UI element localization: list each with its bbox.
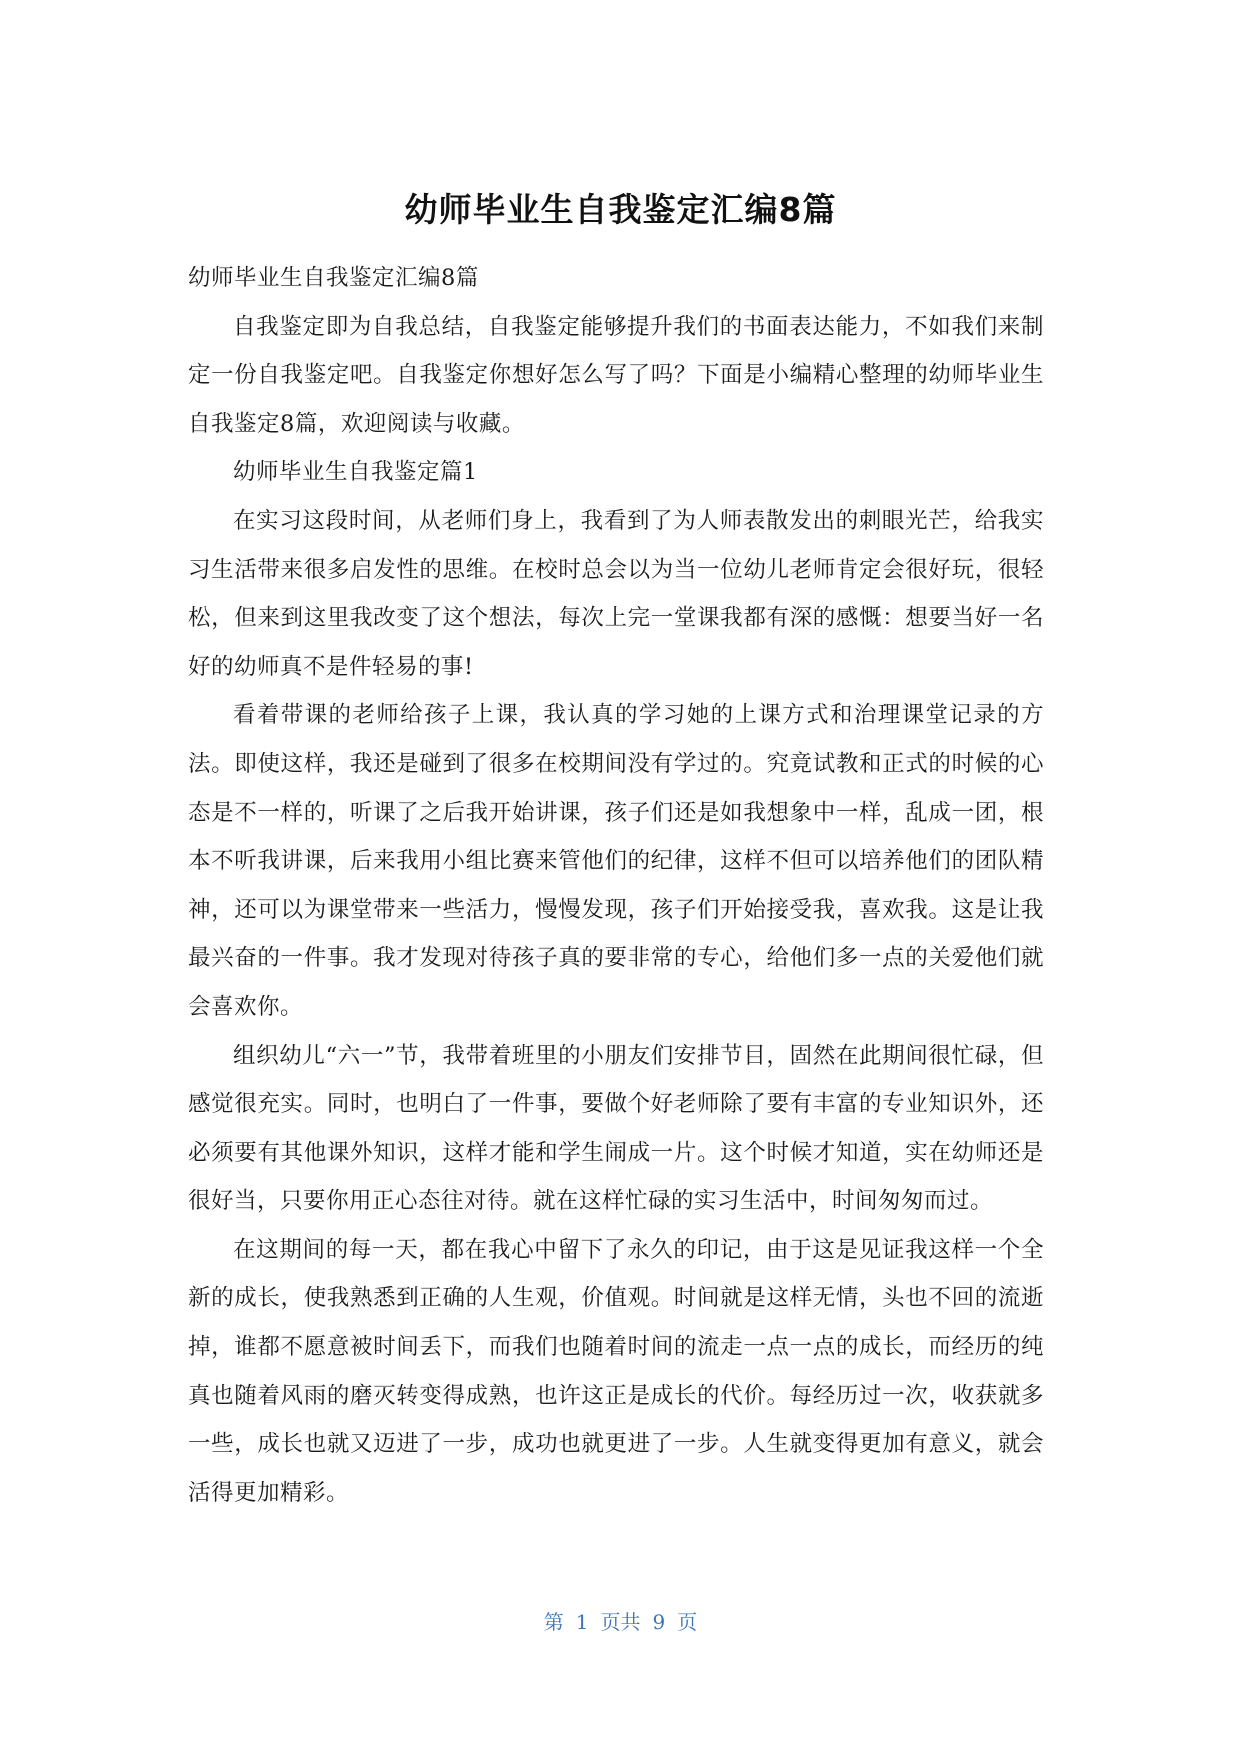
page-footer [0,1608,1241,1636]
intro-paragraph: 自我鉴定即为自我总结，自我鉴定能够提升我们的书面表达能力，不如我们来制定一份自我鉴定吧。自我鉴定你想好怎么写了吗？下面是小编精心整理的幼师毕业生自我鉴定8篇，欢迎阅读与收藏。 [188,313,1044,437]
footer-page-label: 第 [543,1610,564,1634]
footer-current-page: 1 [575,1610,589,1634]
body-paragraph: 在这期间的每一天，都在我心中留下了永久的印记，由于这是见证我这样一个全新的成长，使我熟悉到正确的人生观，价值观。时间就是这样无情，头也不回的流逝掉，谁都不愿意被时间丢下，而我们也随着时间的流走一点一点的成长，而经历的纯真也随着风雨的磨灭转变得成熟，也许这正是成长的代价。每经历过一次，收获就多一些，成长也就又迈进了一步，成功也就更进了一步。人生就变得更加有意义，就会活得更加精彩。 [188,1236,1044,1506]
subtitle-line: 幼师毕业生自我鉴定汇编8篇 [188,265,479,291]
footer-total-pages: 9 [652,1610,666,1634]
body-paragraph: 组织幼儿“六一”节，我带着班里的小朋友们安排节目，固然在此期间很忙碌，但感觉很充实。同时，也明白了一件事，要做个好老师除了要有丰富的专业知识外，还必须要有其他课外知识，这样才能和学生闹成一片。这个时候才知道，实在幼师还是很好当，只要你用正心态往对待。就在这样忙碌的实习生活中，时间匆匆而过。 [188,1042,1044,1215]
section-heading: 幼师毕业生自我鉴定篇1 [233,459,478,486]
document-title: 幼师毕业生自我鉴定汇编8篇 [404,190,837,229]
body-paragraph: 看着带课的老师给孩子上课，我认真的学习她的上课方式和治理课堂记录的方法。即使这样，我还是碰到了很多在校期间没有学过的。究竟试教和正式的时候的心态是不一样的，听课了之后我开始讲课，孩子们还是如我想象中一样，乱成一团，根本不听我讲课，后来我用小组比赛来管他们的纪律，这样不但可以培养他们的团队精神，还可以为课堂带来一些活力，慢慢发现，孩子们开始接受我，喜欢我。这是让我最兴奋的一件事。我才发现对待孩子真的要非常的专心，给他们多一点的关爱他们就会喜欢你。 [188,702,1044,1020]
document-body [188,254,1044,1517]
footer-end-label: 页 [677,1610,698,1634]
footer-of-label: 页共 [600,1610,641,1634]
body-paragraph: 在实习这段时间，从老师们身上，我看到了为人师表散发出的刺眼光芒，给我实习生活带来很多启发性的思维。在校时总会以为当一位幼儿老师肯定会很好玩，很轻松，但来到这里我改变了这个想法，每次上完一堂课我都有深的感慨：想要当好一名好的幼师真不是件轻易的事! [188,507,1044,680]
